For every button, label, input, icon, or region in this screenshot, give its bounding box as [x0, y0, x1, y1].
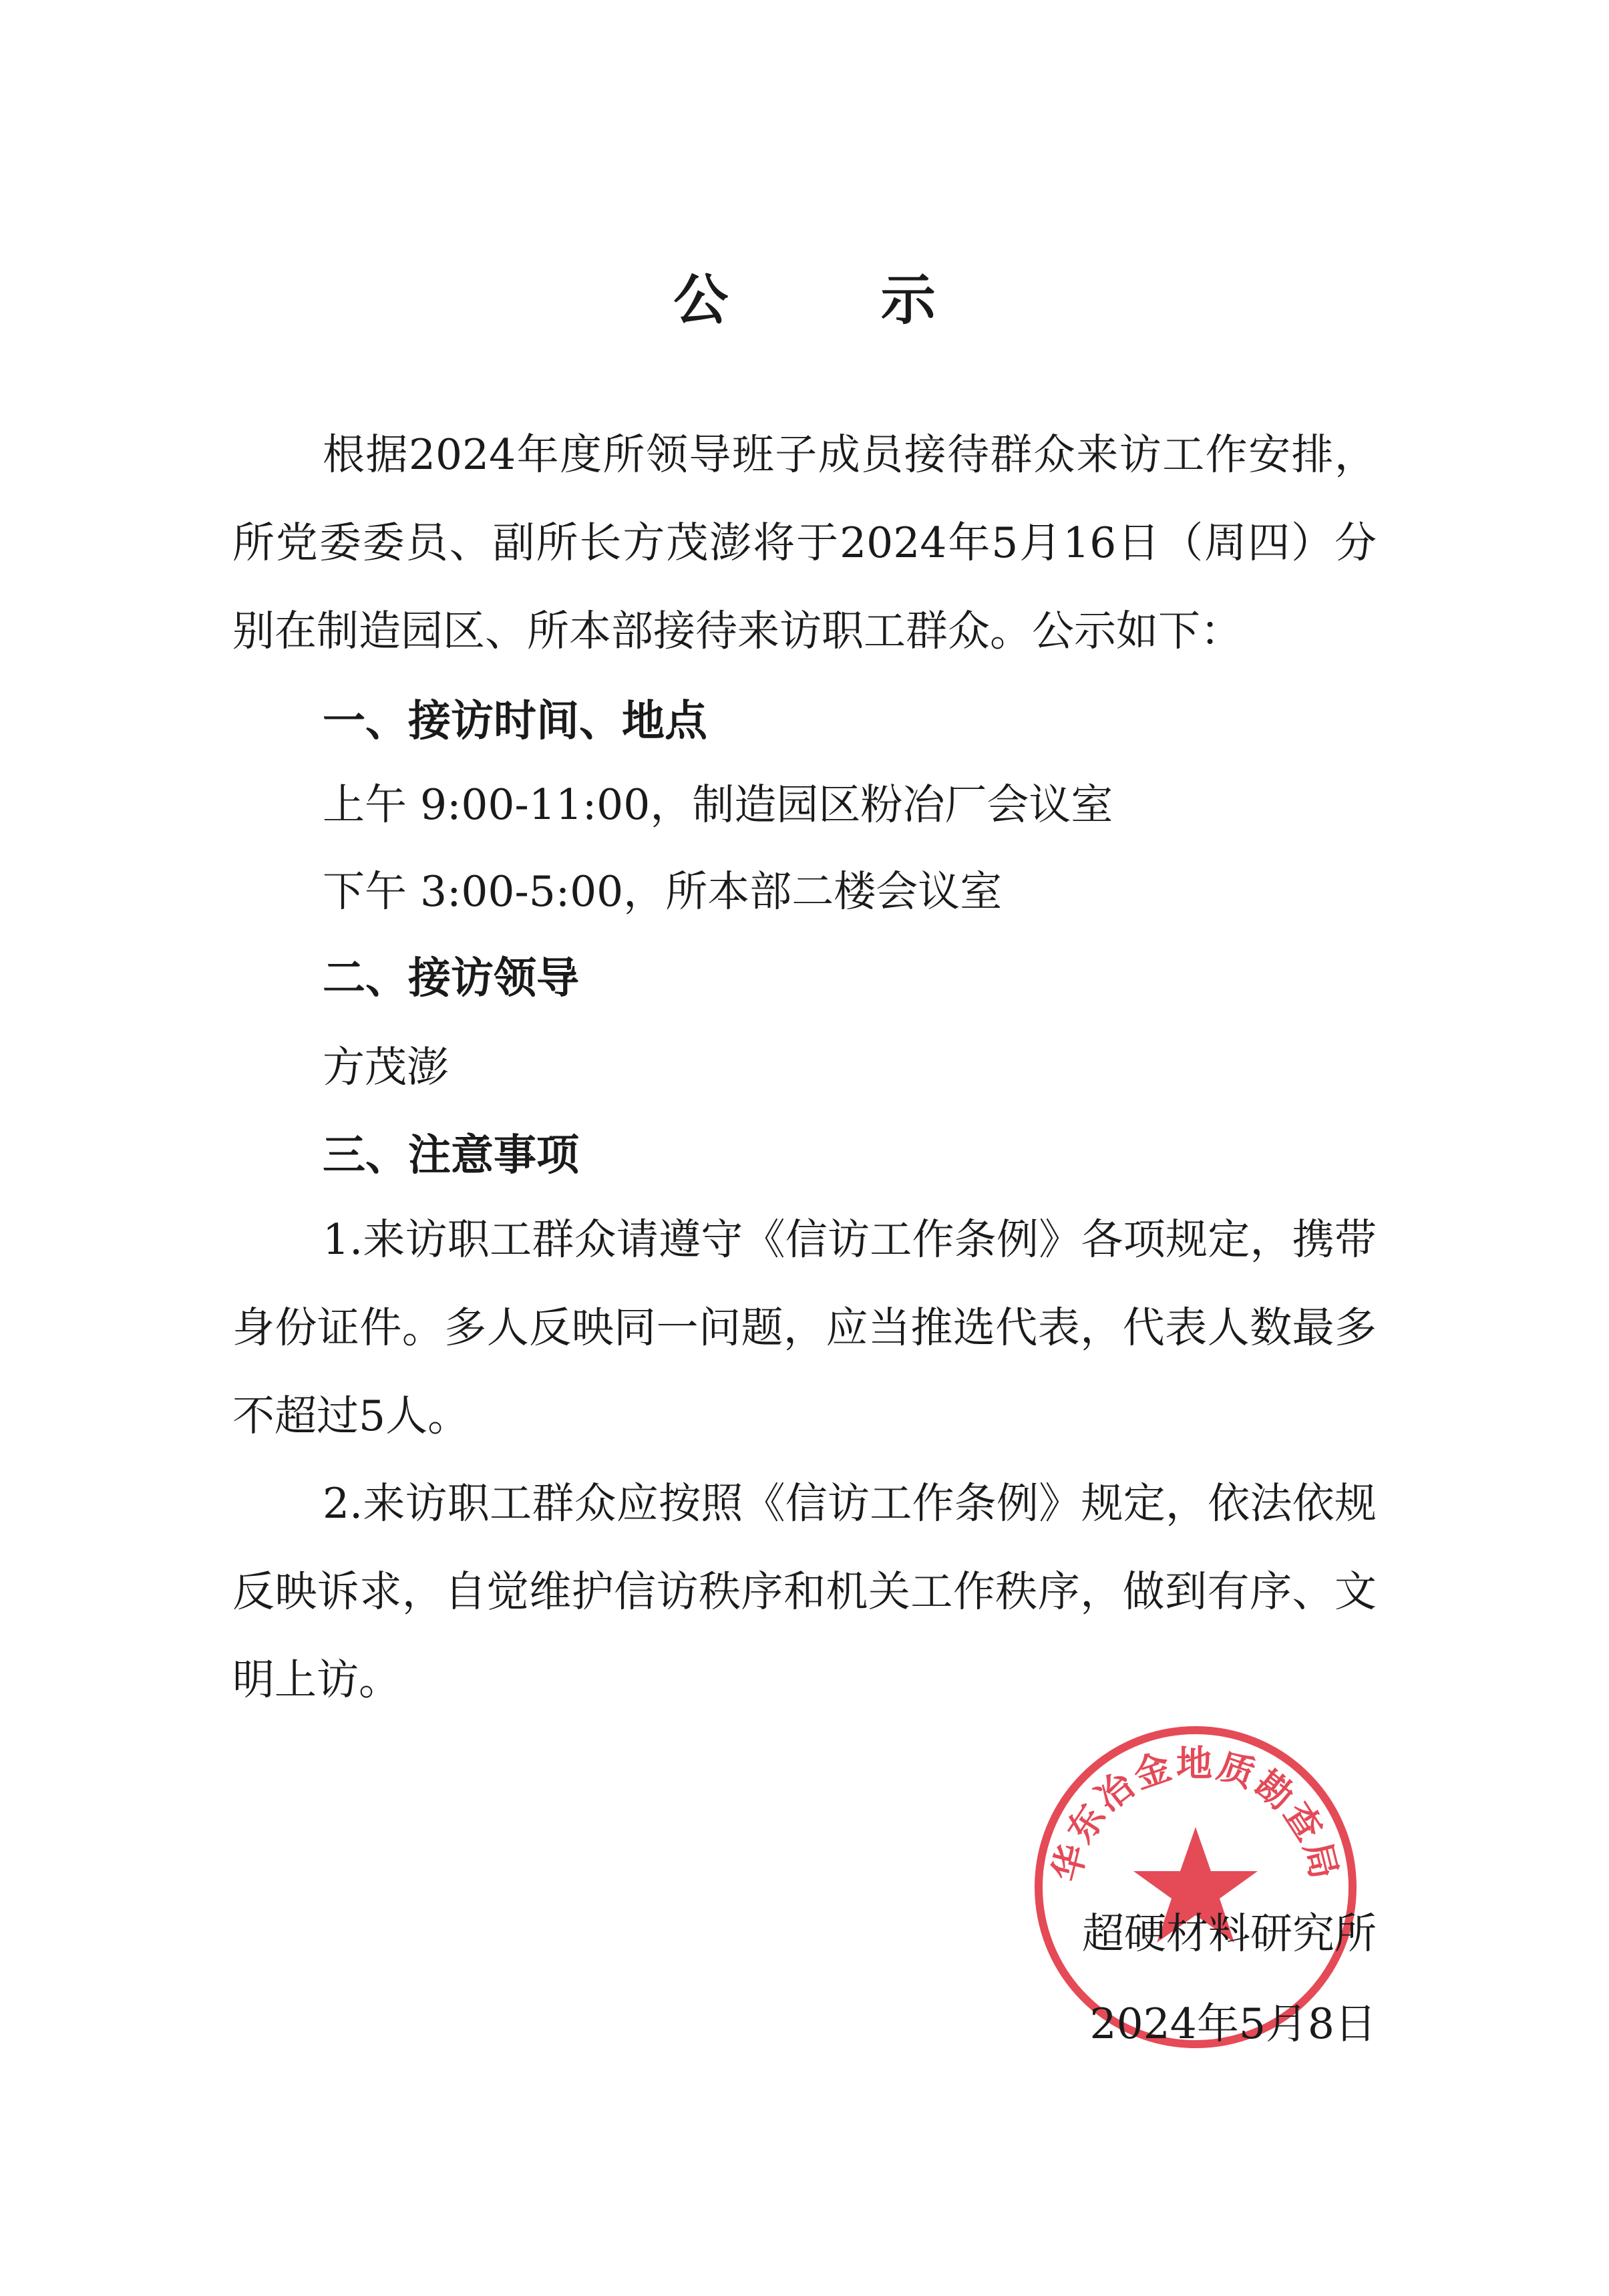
- section-heading-time-location: 一、接访时间、地点: [323, 697, 707, 746]
- afternoon-schedule: 下午 3:00-5:00，所本部二楼会议室: [323, 867, 1003, 916]
- document-title: 公 示: [673, 269, 1003, 332]
- leader-name: 方茂澎: [323, 1043, 449, 1092]
- intro-paragraph-block: [232, 411, 1377, 675]
- notes-item-1: 1.来访职工群众请遵守《信访工作条例》各项规定，携带身份证件。多人反映同一问题，应当推选代表，代表人数最多不超过5人。: [232, 1215, 1377, 1440]
- signature-organization: 超硬材料研究所: [1082, 1909, 1377, 1958]
- morning-schedule: 上午 9:00-11:00，制造园区粉冶厂会议室: [323, 780, 1113, 829]
- seal-text: 华东冶金地质勘查局: [1045, 1742, 1347, 1886]
- section-heading-notes: 三、注意事项: [323, 1131, 579, 1180]
- signature-date: 2024年5月8日: [1089, 1999, 1377, 2048]
- notes-item-2: 2.来访职工群众应按照《信访工作条例》规定，依法依规反映诉求，自觉维护信访秩序和机关工作秩序，做到有序、文明上访。: [232, 1479, 1377, 1704]
- notes-item-1-block: [232, 1196, 1377, 1460]
- intro-paragraph: 根据2024年度所领导班子成员接待群众来访工作安排，所党委委员、副所长方茂澎将于2024年5月16日（周四）分别在制造园区、所本部接待来访职工群众。公示如下：: [232, 430, 1377, 655]
- section-heading-leader: 二、接访领导: [323, 954, 579, 1003]
- notes-item-2-block: [232, 1460, 1377, 1724]
